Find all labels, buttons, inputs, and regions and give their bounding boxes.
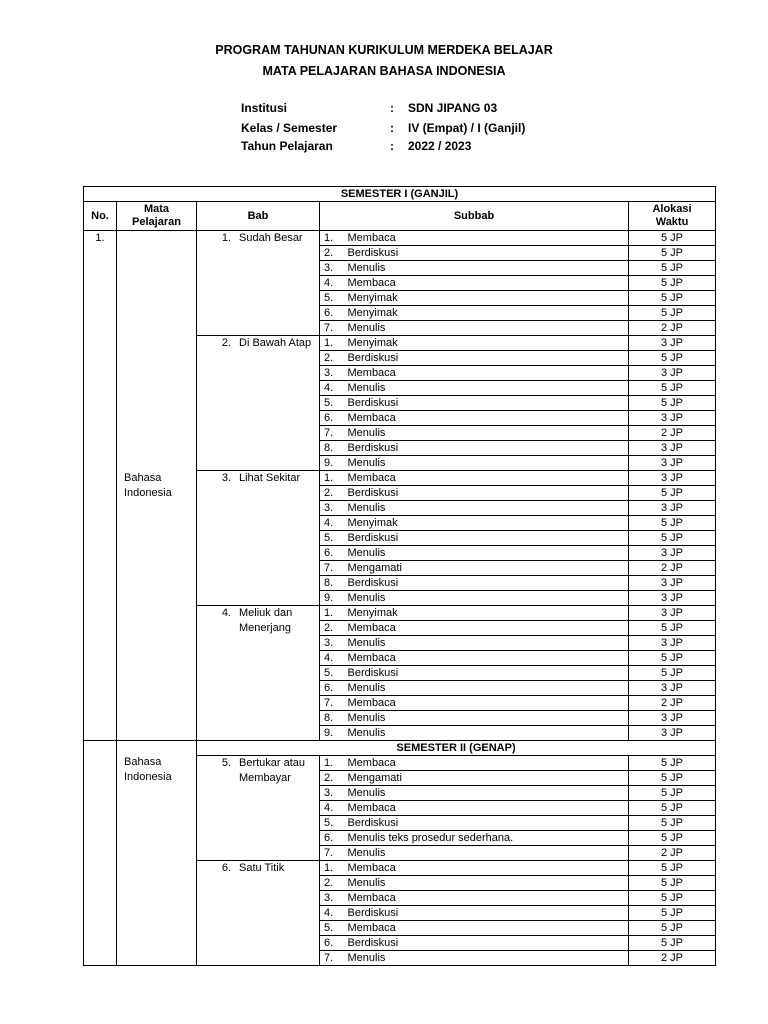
subbab-text: Membaca — [344, 651, 629, 666]
bab-title: Satu Titik — [239, 862, 285, 874]
subbab-text: Menulis — [344, 726, 629, 741]
alokasi-value: 5 JP — [629, 261, 716, 276]
subbab-text: Membaca — [344, 276, 629, 291]
bab-number: 5. — [221, 757, 231, 769]
alokasi-value: 5 JP — [629, 306, 716, 321]
subbab-number: 7. — [320, 426, 344, 441]
subbab-number: 3. — [320, 891, 344, 906]
alokasi-value: 3 JP — [629, 681, 716, 696]
subbab-number: 2. — [320, 246, 344, 261]
subbab-text: Berdiskusi — [344, 576, 629, 591]
bab-cell — [197, 336, 320, 471]
subbab-text: Menulis — [344, 501, 629, 516]
alokasi-value: 5 JP — [629, 231, 716, 246]
subbab-number: 4. — [320, 276, 344, 291]
header-alokasi: Alokasi Waktu — [629, 202, 716, 231]
subbab-text: Menulis — [344, 636, 629, 651]
alokasi-value: 5 JP — [629, 666, 716, 681]
semester-2-label: SEMESTER II (GENAP) — [197, 741, 716, 756]
alokasi-value: 3 JP — [629, 636, 716, 651]
mapel-text: Bahasa — [124, 756, 162, 768]
document-title: PROGRAM TAHUNAN KURIKULUM MERDEKA BELAJAR — [215, 43, 553, 57]
alokasi-value: 2 JP — [629, 696, 716, 711]
meta-value-kelas: IV (Empat) / I (Ganjil) — [408, 121, 526, 135]
bab-number: 2. — [221, 337, 231, 349]
subbab-text: Membaca — [344, 366, 629, 381]
meta-value-tahun: 2022 / 2023 — [408, 139, 472, 153]
subbab-text: Membaca — [344, 411, 629, 426]
mapel-cell — [117, 741, 197, 966]
subbab-number: 5. — [320, 291, 344, 306]
alokasi-value: 5 JP — [629, 351, 716, 366]
subbab-number: 4. — [320, 516, 344, 531]
subbab-text: Menulis — [344, 681, 629, 696]
subbab-number: 3. — [320, 501, 344, 516]
alokasi-value: 3 JP — [629, 546, 716, 561]
subbab-number: 1. — [320, 861, 344, 876]
subbab-text: Berdiskusi — [344, 351, 629, 366]
subbab-number: 2. — [320, 351, 344, 366]
subbab-text: Membaca — [344, 891, 629, 906]
subbab-text: Menulis — [344, 546, 629, 561]
subbab-number: 6. — [320, 546, 344, 561]
header-row — [84, 202, 716, 231]
alokasi-value: 5 JP — [629, 816, 716, 831]
alokasi-value: 5 JP — [629, 651, 716, 666]
subbab-text: Berdiskusi — [344, 936, 629, 951]
subbab-number: 4. — [320, 381, 344, 396]
subbab-number: 7. — [320, 321, 344, 336]
subbab-number: 6. — [320, 681, 344, 696]
subbab-number: 8. — [320, 441, 344, 456]
alokasi-value: 3 JP — [629, 726, 716, 741]
subbab-number: 8. — [320, 711, 344, 726]
meta-label-institusi: Institusi — [241, 101, 288, 115]
subbab-text: Menyimak — [344, 306, 629, 321]
alokasi-value: 3 JP — [629, 456, 716, 471]
table-row — [84, 231, 716, 246]
subbab-text: Membaca — [344, 621, 629, 636]
alokasi-value: 5 JP — [629, 831, 716, 846]
alokasi-value: 2 JP — [629, 561, 716, 576]
bab-cell — [197, 606, 320, 741]
subbab-text: Berdiskusi — [344, 246, 629, 261]
semester-2-row — [84, 741, 716, 756]
alokasi-value: 3 JP — [629, 591, 716, 606]
subbab-text: Berdiskusi — [344, 531, 629, 546]
mapel-text: Indonesia — [124, 771, 172, 783]
subbab-text: Berdiskusi — [344, 816, 629, 831]
alokasi-value: 5 JP — [629, 396, 716, 411]
alokasi-value: 3 JP — [629, 606, 716, 621]
alokasi-value: 5 JP — [629, 906, 716, 921]
subbab-number: 1. — [320, 471, 344, 486]
alokasi-value: 5 JP — [629, 921, 716, 936]
program-table — [83, 186, 716, 966]
subbab-number: 4. — [320, 801, 344, 816]
subbab-text: Berdiskusi — [344, 906, 629, 921]
subbab-text: Berdiskusi — [344, 666, 629, 681]
alokasi-value: 3 JP — [629, 711, 716, 726]
subbab-number: 2. — [320, 771, 344, 786]
alokasi-value: 5 JP — [629, 516, 716, 531]
alokasi-value: 2 JP — [629, 321, 716, 336]
alokasi-value: 3 JP — [629, 411, 716, 426]
subbab-number: 5. — [320, 531, 344, 546]
subbab-number: 1. — [320, 756, 344, 771]
bab-cell — [197, 471, 320, 606]
subbab-text: Membaca — [344, 696, 629, 711]
bab-title: Di Bawah Atap — [239, 337, 312, 349]
subbab-number: 5. — [320, 666, 344, 681]
subbab-number: 3. — [320, 786, 344, 801]
bab-title: Bertukar atau Membayar — [239, 757, 306, 784]
subbab-text: Menulis — [344, 426, 629, 441]
document-subtitle: MATA PELAJARAN BAHASA INDONESIA — [262, 64, 506, 78]
alokasi-value: 5 JP — [629, 876, 716, 891]
alokasi-value: 5 JP — [629, 756, 716, 771]
subbab-text: Menulis — [344, 591, 629, 606]
subbab-text: Mengamati — [344, 771, 629, 786]
subbab-number: 1. — [320, 606, 344, 621]
alokasi-value: 5 JP — [629, 381, 716, 396]
subbab-text: Menulis teks prosedur sederhana. — [344, 831, 629, 846]
subbab-number: 7. — [320, 846, 344, 861]
subbab-number: 3. — [320, 636, 344, 651]
alokasi-value: 5 JP — [629, 621, 716, 636]
subbab-text: Menyimak — [344, 336, 629, 351]
subbab-text: Menyimak — [344, 516, 629, 531]
alokasi-value: 2 JP — [629, 846, 716, 861]
header-no: No. — [84, 202, 117, 231]
alokasi-value: 5 JP — [629, 531, 716, 546]
subbab-text: Menulis — [344, 321, 629, 336]
subbab-number: 2. — [320, 486, 344, 501]
subbab-number: 2. — [320, 621, 344, 636]
bab-number: 3. — [221, 472, 231, 484]
alokasi-value: 5 JP — [629, 801, 716, 816]
subbab-number: 4. — [320, 651, 344, 666]
subbab-text: Menulis — [344, 846, 629, 861]
alokasi-value: 5 JP — [629, 786, 716, 801]
alokasi-value: 3 JP — [629, 366, 716, 381]
bab-title: Lihat Sekitar — [239, 472, 301, 484]
subbab-number: 1. — [320, 231, 344, 246]
subbab-text: Berdiskusi — [344, 486, 629, 501]
alokasi-value: 3 JP — [629, 441, 716, 456]
subbab-number: 8. — [320, 576, 344, 591]
subbab-text: Mengamati — [344, 561, 629, 576]
subbab-text: Membaca — [344, 231, 629, 246]
alokasi-value: 5 JP — [629, 771, 716, 786]
alokasi-value: 5 JP — [629, 861, 716, 876]
mapel-cell — [117, 231, 197, 741]
subbab-text: Berdiskusi — [344, 441, 629, 456]
bab-title: Sudah Besar — [239, 232, 303, 244]
alokasi-value: 5 JP — [629, 936, 716, 951]
meta-colon: : — [390, 121, 394, 135]
subbab-number: 9. — [320, 726, 344, 741]
subbab-text: Membaca — [344, 801, 629, 816]
alokasi-value: 3 JP — [629, 501, 716, 516]
subbab-number: 6. — [320, 411, 344, 426]
subbab-number: 7. — [320, 951, 344, 966]
subbab-number: 7. — [320, 561, 344, 576]
bab-number: 6. — [221, 862, 231, 874]
meta-label-tahun: Tahun Pelajaran — [241, 139, 333, 153]
bab-title: Meliuk dan Menerjang — [239, 607, 293, 634]
mapel-text: Bahasa — [124, 471, 162, 484]
alokasi-value: 2 JP — [629, 426, 716, 441]
subbab-number: 5. — [320, 396, 344, 411]
bab-number: 1. — [221, 232, 231, 244]
subbab-text: Menyimak — [344, 291, 629, 306]
semester-1-row — [84, 187, 716, 202]
alokasi-value: 2 JP — [629, 951, 716, 966]
meta-colon: : — [390, 139, 394, 153]
subbab-text: Menyimak — [344, 606, 629, 621]
subbab-number: 3. — [320, 366, 344, 381]
subbab-text: Menulis — [344, 951, 629, 966]
bab-cell — [197, 756, 320, 861]
subbab-number: 4. — [320, 906, 344, 921]
subbab-number: 2. — [320, 876, 344, 891]
subbab-number: 1. — [320, 336, 344, 351]
subbab-text: Menulis — [344, 876, 629, 891]
subbab-text: Menulis — [344, 381, 629, 396]
header-subbab: Subbab — [320, 202, 629, 231]
subbab-number: 7. — [320, 696, 344, 711]
subbab-text: Membaca — [344, 471, 629, 486]
alokasi-value: 5 JP — [629, 246, 716, 261]
alokasi-value: 5 JP — [629, 276, 716, 291]
alokasi-value: 3 JP — [629, 576, 716, 591]
alokasi-value: 3 JP — [629, 336, 716, 351]
subbab-text: Membaca — [344, 921, 629, 936]
subbab-number: 6. — [320, 936, 344, 951]
subbab-text: Membaca — [344, 861, 629, 876]
header-bab: Bab — [197, 202, 320, 231]
no-cell — [84, 741, 117, 966]
meta-label-kelas: Kelas / Semester — [241, 121, 338, 135]
header-mapel: Mata Pelajaran — [117, 202, 197, 231]
subbab-number: 9. — [320, 591, 344, 606]
subbab-number: 5. — [320, 921, 344, 936]
alokasi-value: 5 JP — [629, 891, 716, 906]
meta-value-institusi: SDN JIPANG 03 — [408, 101, 498, 115]
mapel-text: Indonesia — [124, 486, 172, 499]
alokasi-value: 5 JP — [629, 291, 716, 306]
no-cell: 1. — [84, 231, 117, 741]
subbab-text: Menulis — [344, 786, 629, 801]
subbab-text: Menulis — [344, 261, 629, 276]
subbab-number: 3. — [320, 261, 344, 276]
semester-1-label: SEMESTER I (GANJIL) — [84, 187, 716, 202]
subbab-text: Menulis — [344, 456, 629, 471]
subbab-number: 6. — [320, 306, 344, 321]
meta-colon: : — [390, 101, 394, 115]
alokasi-value: 3 JP — [629, 471, 716, 486]
subbab-number: 9. — [320, 456, 344, 471]
bab-number: 4. — [221, 607, 231, 619]
subbab-number: 6. — [320, 831, 344, 846]
alokasi-value: 5 JP — [629, 486, 716, 501]
bab-cell — [197, 861, 320, 966]
subbab-text: Menulis — [344, 711, 629, 726]
subbab-text: Berdiskusi — [344, 396, 629, 411]
subbab-number: 5. — [320, 816, 344, 831]
bab-cell — [197, 231, 320, 336]
subbab-text: Membaca — [344, 756, 629, 771]
